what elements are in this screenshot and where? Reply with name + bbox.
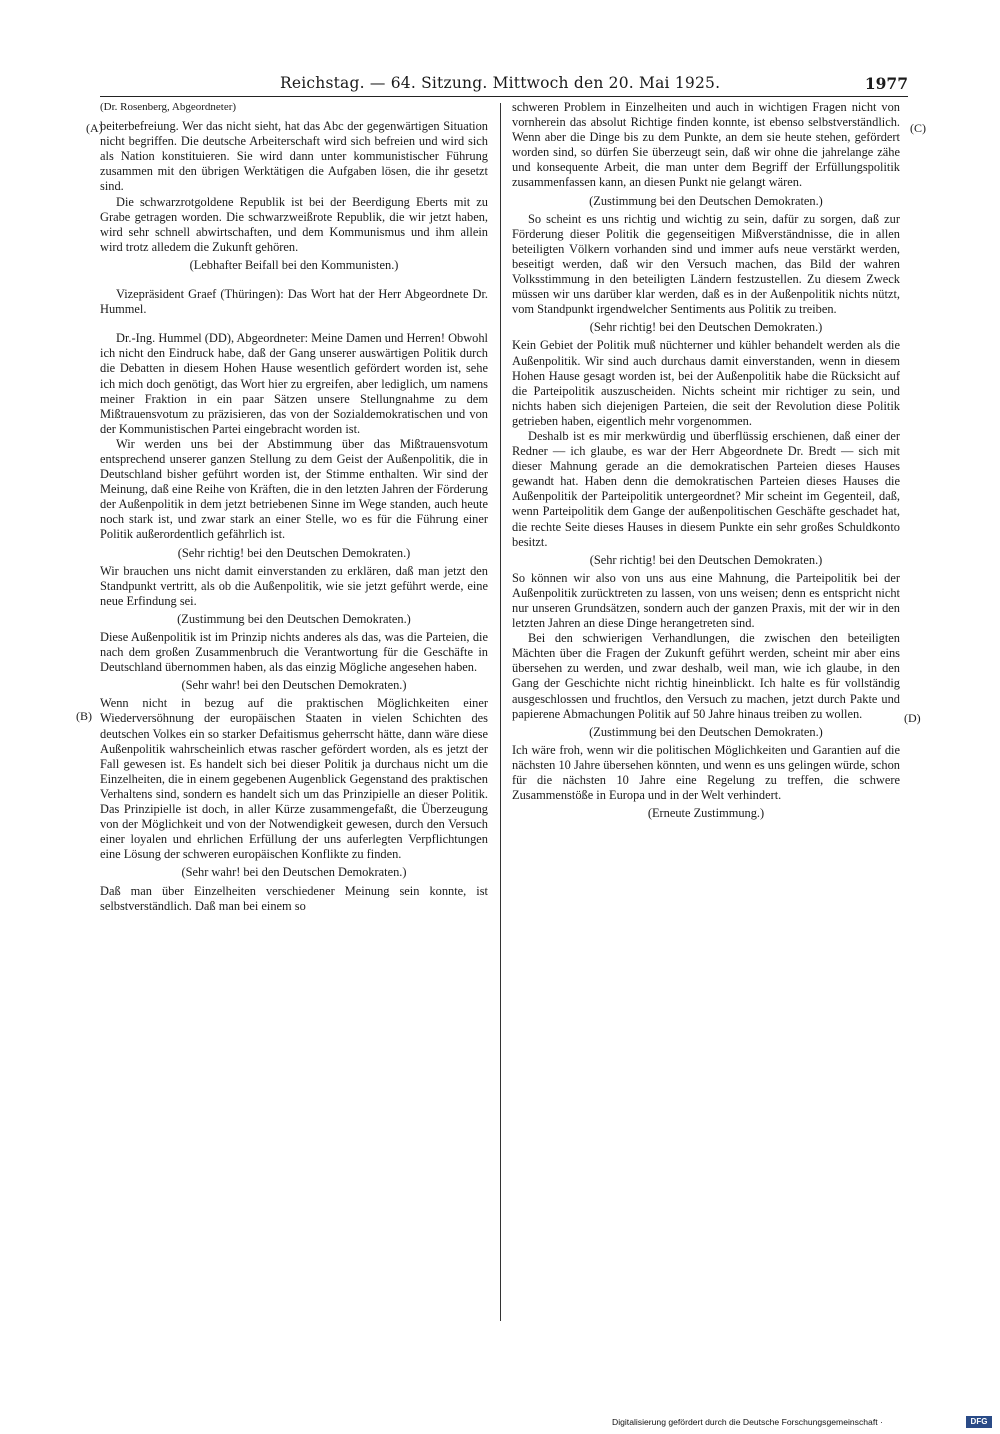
paragraph: Wenn nicht in bezug auf die praktischen Möglichkeiten einer Wiederversöhnung der europäischen Staaten in vielen Schichten des deutschen Volkes ein so starker Defaitismus geherrscht hätte, dann wäre diese Außenpolitik wahrscheinlich etwas rascher gefördert worden, als es jetzt der Fall gewesen ist. Es handelt sich bei dieser Politik ja durchaus nicht um die Einzelheiten, die in einem gegebenen Augenblick Gegenstand des praktischen Verhaltens sind, sondern es handelt sich um das Prinzipielle an dieser Politik. Das Prinzipielle ist doch, in aller Kürze zusammengefaßt, die Überzeugung von der Möglichkeit und von der Notwendigkeit gewesen, durch den Versuch einer loyalen und ehrlichen Erfüllung der uns auferlegten Verpflichtungen eine Lösung der schweren europäischen Konflikte zu finden. <box>100 696 488 862</box>
paragraph: So können wir also von uns aus eine Mahnung, die Parteipolitik bei der Außenpolitik zurücktreten zu lassen, von uns weisen; denn es entspricht nicht nur unseren Grundsätzen, sondern auch der ganzen Praxis, mit der wir in den letzten Jahren an diese Dinge herangetreten sind. <box>512 570 900 631</box>
page-number: 1977 <box>864 74 908 93</box>
audience-reaction: (Sehr wahr! bei den Deutschen Demokraten.) <box>181 865 407 880</box>
speaker-paragraph: Vizepräsident Graef (Thüringen): Das Wort hat der Herr Abgeordnete Dr. Hummel. <box>100 287 488 317</box>
audience-reaction: (Sehr richtig! bei den Deutschen Demokraten.) <box>589 552 823 567</box>
audience-reaction: (Sehr richtig! bei den Deutschen Demokraten.) <box>589 320 823 335</box>
paragraph: Wir brauchen uns nicht damit einverstanden zu erklären, daß man jetzt den Standpunkt vertritt, als ob die Außenpolitik, wie sie jetzt geführt werde, eine neue Erfindung sei. <box>100 563 488 608</box>
paragraph: So scheint es uns richtig und wichtig zu sein, dafür zu sorgen, daß zur Förderung dieser Politik die gegenseitigen Mißverständnisse, die in allen beteiligten Völkern vorhanden sind und immer aufs neue verstärkt werden, beseitigt werden, daß wir den Versuch machen, das Bild der wahren Volksstimmung in den beteiligten Ländern festzustellen. Zu diesem Zweck müssen wir uns darüber klar werden, daß es in der Außenpolitik nichts nützt, vom Standpunkt irgendwelcher Sentiments aus Politik zu treiben. <box>512 211 900 317</box>
left-column <box>100 100 488 914</box>
margin-letter-a: (A) <box>86 121 103 135</box>
running-title: Reichstag. — 64. Sitzung. Mittwoch den 20. Mai 1925. <box>280 74 721 92</box>
audience-reaction: (Erneute Zustimmung.) <box>647 806 765 821</box>
margin-letter-b: (B) <box>76 709 92 723</box>
audience-reaction: (Sehr richtig! bei den Deutschen Demokraten.) <box>177 545 411 560</box>
right-column <box>512 100 900 824</box>
dfg-logo: DFG <box>966 1416 992 1428</box>
audience-reaction: (Zustimmung bei den Deutschen Demokraten.) <box>589 724 823 739</box>
paragraph: Die schwarzrotgoldene Republik ist bei der Beerdigung Eberts mit zu Grabe getragen worden. Die schwarzweißrote Republik, die wir jetzt haben, wird sehr schnell abwirtschaften, und dem Kommunismus und ihm allein wird trotz alledem die Zukunft gehören. <box>100 194 488 254</box>
margin-letter-d: (D) <box>904 711 921 725</box>
paragraph: Diese Außenpolitik ist im Prinzip nichts anderes als das, was die Parteien, die nach dem großen Zusammenbruch die Verantwortung für die Geschäfte in Deutschland übernommen haben, als das einzig Mögliche angesehen haben. <box>100 630 488 675</box>
paragraph: Wir werden uns bei der Abstimmung über das Mißtrauensvotum entsprechend unserer ganzen Stellung zu dem Geist der Außenpolitik, die in Deutschland bisher geführt worden ist, der Stimme enthalten. Wir sind der Meinung, daß eine Reihe von Kräften, die in den letzten Jahren der Förderung der Außenpolitik in dem jetzt betriebenen Sinne im Wege standen, auch heute noch stark ist, und zwar stark an einer Stelle, wo es für die Führung einer Politik außerordentlich gefährlich ist. <box>100 436 488 542</box>
paragraph: Bei den schwierigen Verhandlungen, die zwischen den beteiligten Mächten über die Fragen der Zukunft geführt werden, scheint mir aber eins übersehen zu werden, und zwar deshalb, weil man, wie ich glaube, in den Gang der Geschichte nicht richtig hineinblickt. Ich halte es für vollständig ausgeschlossen und fruchtlos, den Versuch zu machen, jetzt durch Pakte und papierene Abmachungen Politik auf 50 Jahre hinaus treiben zu wollen. <box>512 631 900 721</box>
speaker-paragraph: Dr.-Ing. Hummel (DD), Abgeordneter: Meine Damen und Herren! Obwohl ich nicht den Eindruck habe, daß der Gang unserer auswärtigen Politik durch die Debatten in diesem Hohen Hause wesentlich gefördert worden ist, sehe ich mich doch genötigt, das Wort hier zu ergreifen, aber lediglich, um namens meiner Fraktion in ein paar Sätzen unsere Stellungnahme zu dem Mißtrauensvotum zu präzisieren, das von der Sozialdemokratischen und von der Kommunistischen Partei eingebracht worden ist. <box>100 331 488 436</box>
audience-reaction: (Lebhafter Beifall bei den Kommunisten.) <box>189 257 399 272</box>
paragraph: Daß man über Einzelheiten verschiedener Meinung sein konnte, ist selbstverständlich. Daß man bei einem so <box>100 883 488 913</box>
paragraph: Deshalb ist es mir merkwürdig und überflüssig erschienen, daß einer der Redner — ich glaube, es war der Herr Abgeordnete Dr. Bredt — sich mit dieser Mahnung gerade an die demokratischen Parteien dieses Hauses gewandt hat. Haben denn die demokratischen Parteien dieses Hauses die Außenpolitik der Parteipolitik untergeordnet? Mir scheint im Gegenteil, daß, wenn Parteipolitik dem Gange der außenpolitischen Geschäfte geschadet hat, die rechte Seite dieses Hauses in diesem Punkte ein sehr großes Schuldkonto besitzt. <box>512 428 900 549</box>
paragraph: schweren Problem in Einzelheiten und auch in wichtigen Fragen nicht von vornherein das absolut Richtige finden konnte, ist ebenso selbstverständlich. Wenn aber die Dinge bis zu dem Punkte, an dem sie heute stehen, gefördert worden sind, so dürfen Sie überzeugt sein, daß wir ohne die jahrelange zähe und konsequente Arbeit, die man unter dem Begriff der Erfüllungspolitik zusammenfassen kann, an diesen Punkt nie gelangt wären. <box>512 100 900 190</box>
paragraph: beiterbefreiung. Wer das nicht sieht, hat das Abc der gegenwärtigen Situation nicht begriffen. Die deutsche Arbeiterschaft wird sich befreien und wird sich als Nation konstituieren. Sie wird dann unter kommunistischer Führung zusammen mit den übrigen Werktätigen die Aufgaben lösen, die ihr gesetzt sind. <box>100 119 488 194</box>
column-divider <box>500 103 501 1321</box>
audience-reaction: (Zustimmung bei den Deutschen Demokraten.) <box>177 611 411 626</box>
paragraph: Ich wäre froh, wenn wir die politischen Möglichkeiten und Garantien auf die nächsten 10 Jahre übersehen könnten, und wenn es uns gelingen würde, schon für die nächsten 10 Jahre eine Regelung zu treffen, die schwere Zusammenstöße in Europa und in der Welt verhindert. <box>512 742 900 803</box>
paragraph: Kein Gebiet der Politik muß nüchterner und kühler behandelt werden als die Außenpolitik. Wir sind auch durchaus damit einverstanden, wenn in diesem Hohen Hause gesagt worden ist, bei der Außenpolitik habe die Rücksicht auf die Parteipolitik auszuscheiden. Nichts scheint mir richtiger zu sein, und nichts haben sich diejenigen Parteien, die seit der Revolution diese Politik getrieben haben, eigentlich mehr vorgenommen. <box>512 338 900 428</box>
footer-credit: Digitalisierung gefördert durch die Deutsche Forschungsgemeinschaft · <box>612 1417 883 1427</box>
audience-reaction: (Sehr wahr! bei den Deutschen Demokraten.) <box>181 678 407 693</box>
margin-letter-c: (C) <box>910 121 926 135</box>
audience-reaction: (Zustimmung bei den Deutschen Demokraten.) <box>589 193 823 208</box>
speaker-line: (Dr. Rosenberg, Abgeordneter) <box>100 101 237 113</box>
running-header <box>100 72 908 97</box>
